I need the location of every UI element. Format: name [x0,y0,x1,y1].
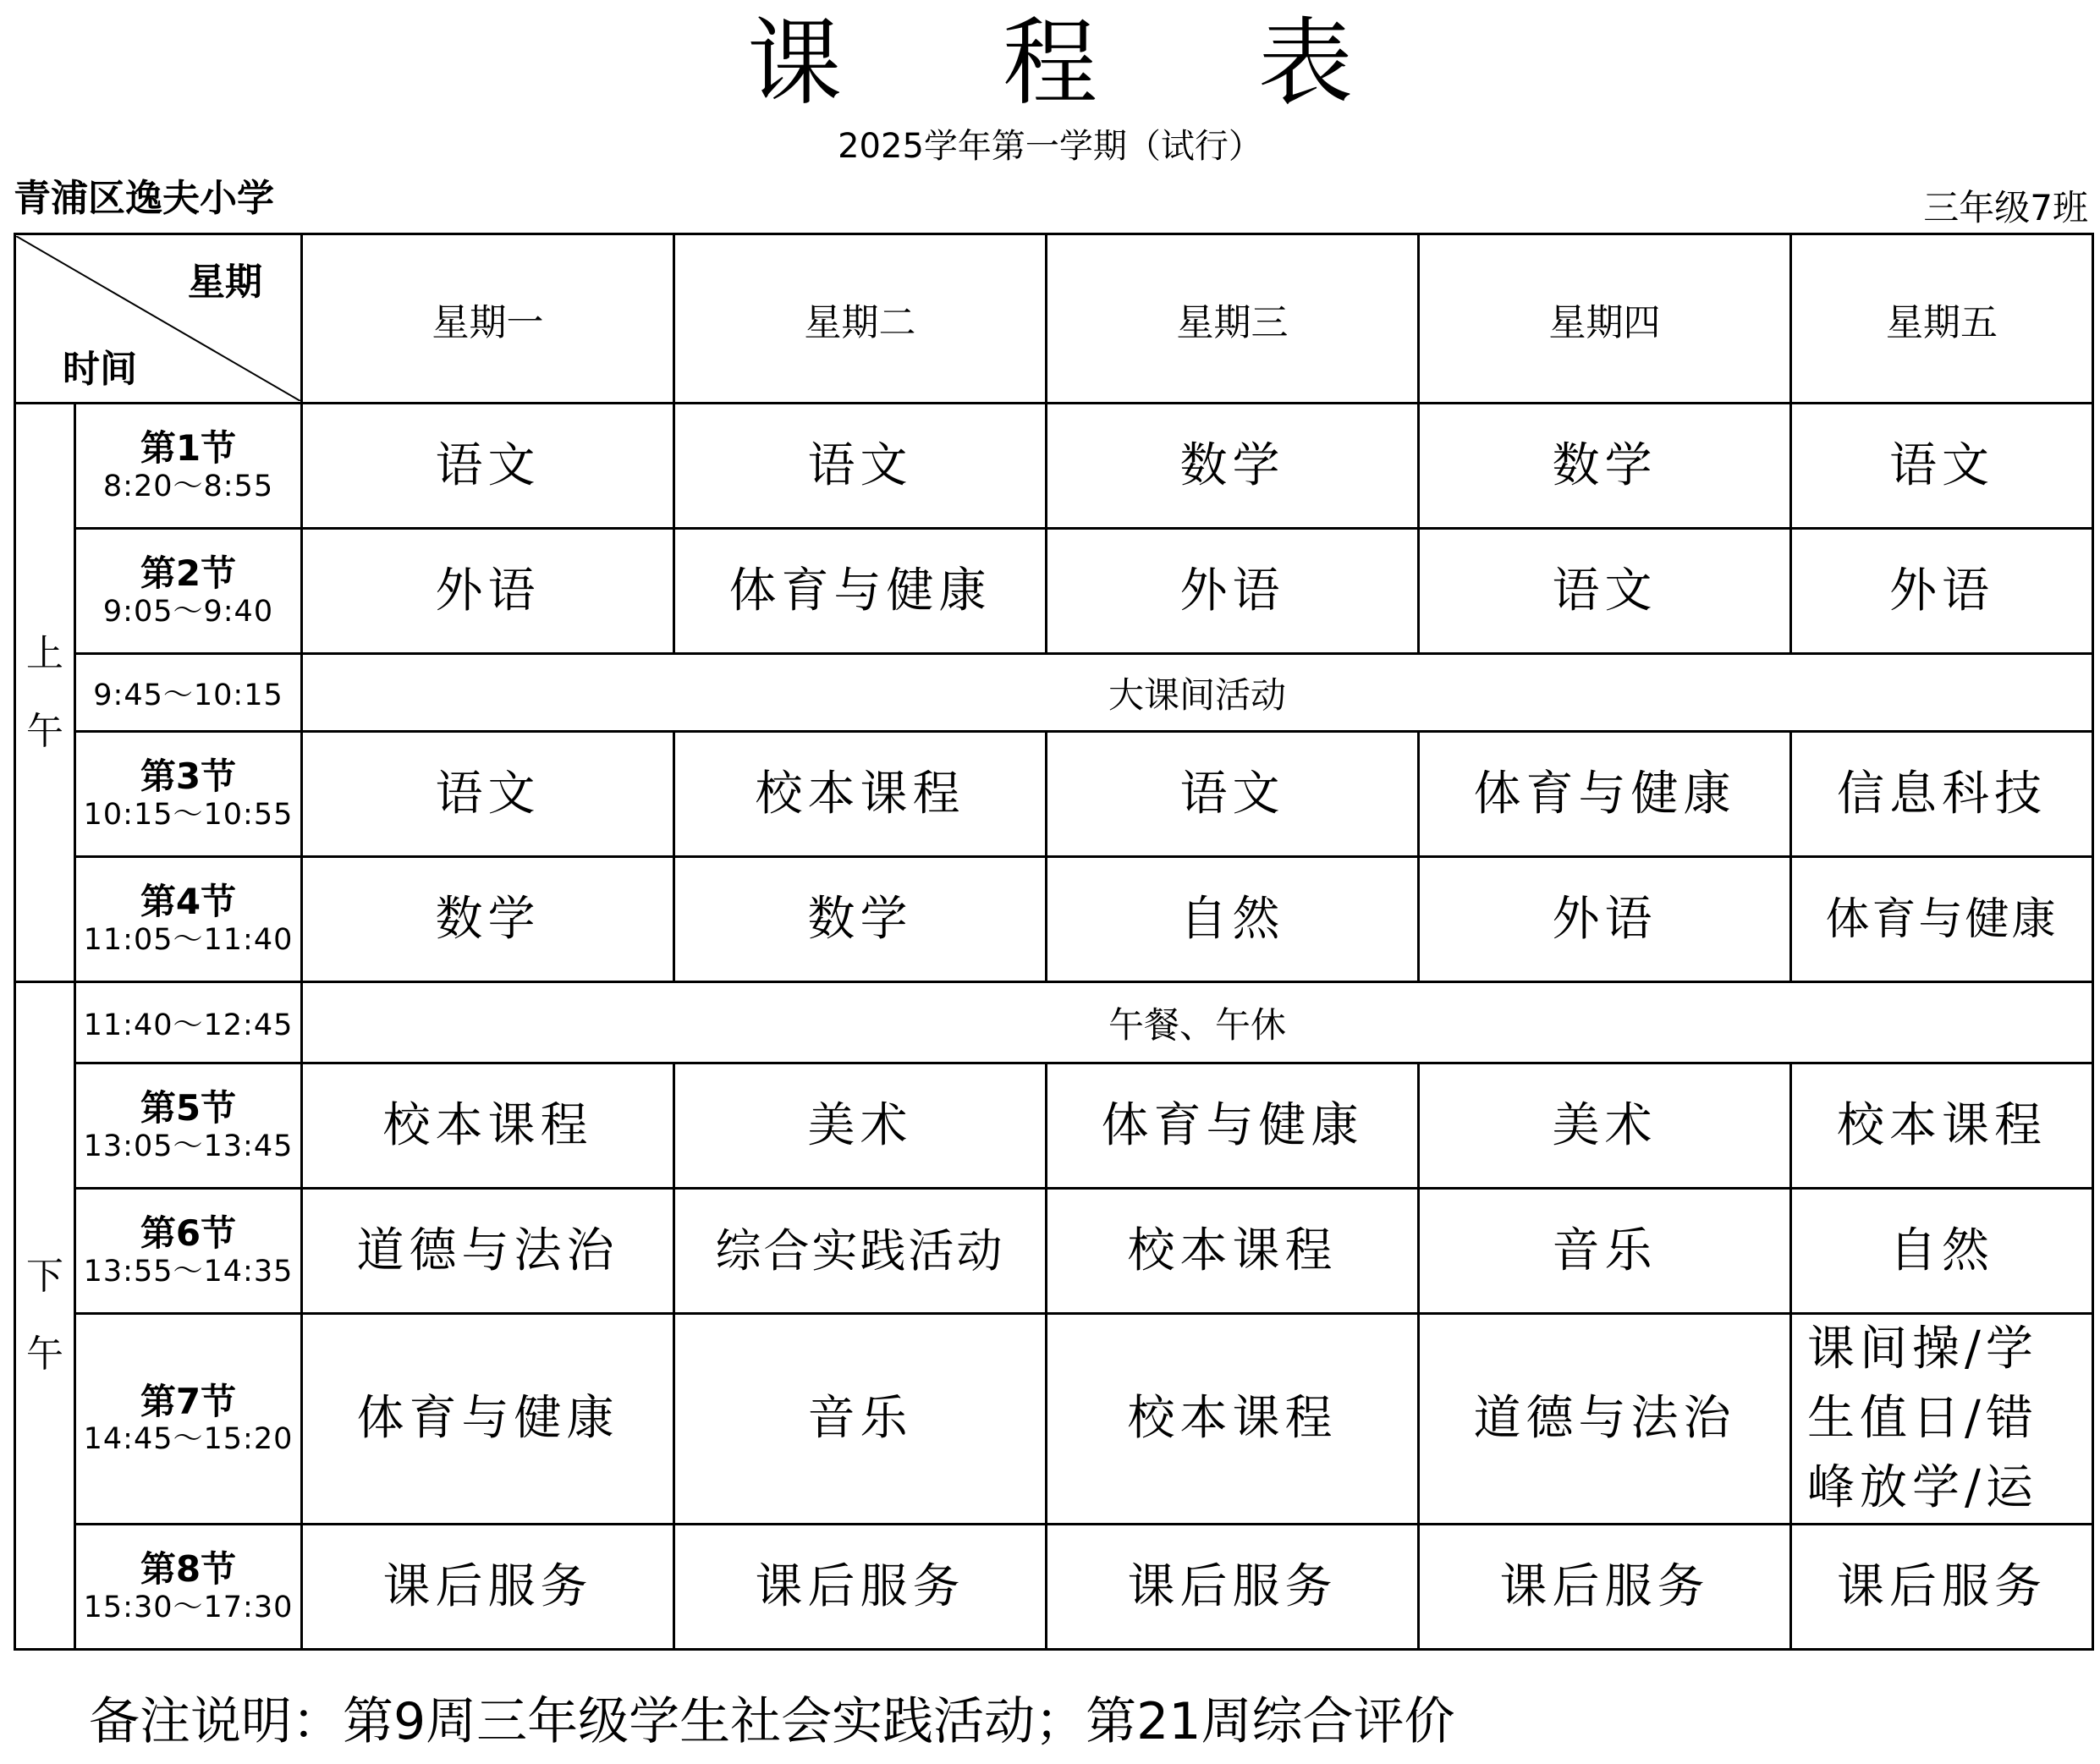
period-label-cell [75,732,302,857]
subject-cell: 数学 [302,857,674,982]
period-time: 8:20～8:55 [102,469,274,503]
period-label-cell [75,857,302,982]
subject-cell: 校本课程 [674,732,1047,857]
break-row [15,654,2093,732]
subject-cell: 数学 [674,857,1047,982]
subject-cell: 美术 [1419,1063,1791,1189]
subject-cell: 体育与健康 [302,1314,674,1525]
period-number: 第1节 [140,427,237,470]
subject-cell: 体育与健康 [1791,857,2093,982]
subject-cell: 语文 [1047,732,1419,857]
subject-cell: 语文 [302,732,674,857]
subject-cell: 语文 [1791,404,2093,529]
title-char-1: 课 [747,8,842,118]
period-time: 11:05～11:40 [83,922,294,957]
morning-char-2: 午 [26,709,63,753]
period-row [15,732,2093,857]
period-number: 第2节 [140,552,237,595]
subject-cell: 道德与法治 [1419,1314,1791,1525]
corner-time-label: 时间 [63,348,137,391]
period-time: 10:15～10:55 [83,797,294,832]
period-row [15,1314,2093,1525]
subject-cell: 外语 [302,529,674,654]
subject-cell: 体育与健康 [1047,1063,1419,1189]
morning-label [15,404,75,982]
break-activity: 大课间活动 [302,654,2093,732]
subject-cell: 体育与健康 [674,529,1047,654]
subject-cell: 自然 [1791,1189,2093,1314]
subject-cell: 课后服务 [1047,1525,1419,1650]
period-label-cell [75,1063,302,1189]
header-row [15,234,2093,404]
day-header: 星期一 [302,234,674,404]
subject-cell: 综合实践活动 [674,1189,1047,1314]
subject-cell: 外语 [1791,529,2093,654]
period-number: 第3节 [140,756,237,798]
period-label-cell [75,404,302,529]
subject-cell: 信息科技 [1791,732,2093,857]
period-row [15,1063,2093,1189]
day-header: 星期四 [1419,234,1791,404]
break-time: 11:40～12:45 [75,982,302,1063]
subject-cell: 音乐 [674,1314,1047,1525]
period-row [15,1525,2093,1650]
subject-cell: 外语 [1419,857,1791,982]
period-row [15,1189,2093,1314]
subject-cell: 校本课程 [302,1063,674,1189]
subject-cell: 美术 [674,1063,1047,1189]
period-row [15,857,2093,982]
subject-cell: 自然 [1047,857,1419,982]
subject-cell: 课后服务 [302,1525,674,1650]
subject-cell: 语文 [302,404,674,529]
period-number: 第4节 [140,881,237,923]
page-title [0,4,2100,123]
day-header: 星期五 [1791,234,2093,404]
subject-cell: 音乐 [1419,1189,1791,1314]
afternoon-char-1: 下 [26,1255,63,1298]
subject-cell: 课后服务 [674,1525,1047,1650]
corner-weekday-label: 星期 [188,261,262,304]
period-number: 第7节 [140,1380,237,1422]
subject-cell: 数学 [1419,404,1791,529]
period-label-cell [75,1314,302,1525]
title-char-2: 程 [1003,8,1097,118]
period-row [15,529,2093,654]
school-name: 青浦区逸夫小学 [14,177,274,220]
period-number: 第5节 [140,1087,237,1129]
break-row [15,982,2093,1063]
subject-cell: 校本课程 [1047,1189,1419,1314]
corner-cell [15,234,302,404]
day-header: 星期二 [674,234,1047,404]
timetable [14,233,2094,1651]
afternoon-char-2: 午 [26,1333,63,1376]
afternoon-label [15,982,75,1650]
break-activity: 午餐、午休 [302,982,2093,1063]
class-name: 三年级7班 [1923,187,2088,228]
period-number: 第6节 [140,1212,237,1255]
period-row [15,404,2093,529]
period-time: 13:55～14:35 [83,1254,294,1289]
subject-cell: 课后服务 [1791,1525,2093,1650]
period-label-cell [75,1525,302,1650]
subject-cell: 体育与健康 [1419,732,1791,857]
subject-cell: 课后服务 [1419,1525,1791,1650]
subject-cell: 课间操/学生值日/错峰放学/运 [1791,1314,2093,1525]
period-number: 第8节 [140,1548,237,1591]
semester-subtitle: 2025学年第一学期（试行） [838,127,1262,166]
morning-char-1: 上 [26,631,63,675]
period-label-cell [75,529,302,654]
period-time: 14:45～15:20 [83,1422,294,1457]
remarks-note: 备注说明：第9周三年级学生社会实践活动；第21周综合评价 [89,1692,1455,1751]
subject-cell: 语文 [674,404,1047,529]
subject-cell: 道德与法治 [302,1189,674,1314]
subject-cell: 外语 [1047,529,1419,654]
period-time: 9:05～9:40 [102,594,274,629]
day-header: 星期三 [1047,234,1419,404]
period-time: 13:05～13:45 [83,1129,294,1163]
break-time: 9:45～10:15 [75,654,302,732]
subject-cell: 语文 [1419,529,1791,654]
period-label-cell [75,1189,302,1314]
subject-cell: 校本课程 [1047,1314,1419,1525]
period-time: 15:30～17:30 [83,1590,294,1624]
subject-cell: 数学 [1047,404,1419,529]
subject-cell: 校本课程 [1791,1063,2093,1189]
title-char-3: 表 [1258,8,1353,118]
